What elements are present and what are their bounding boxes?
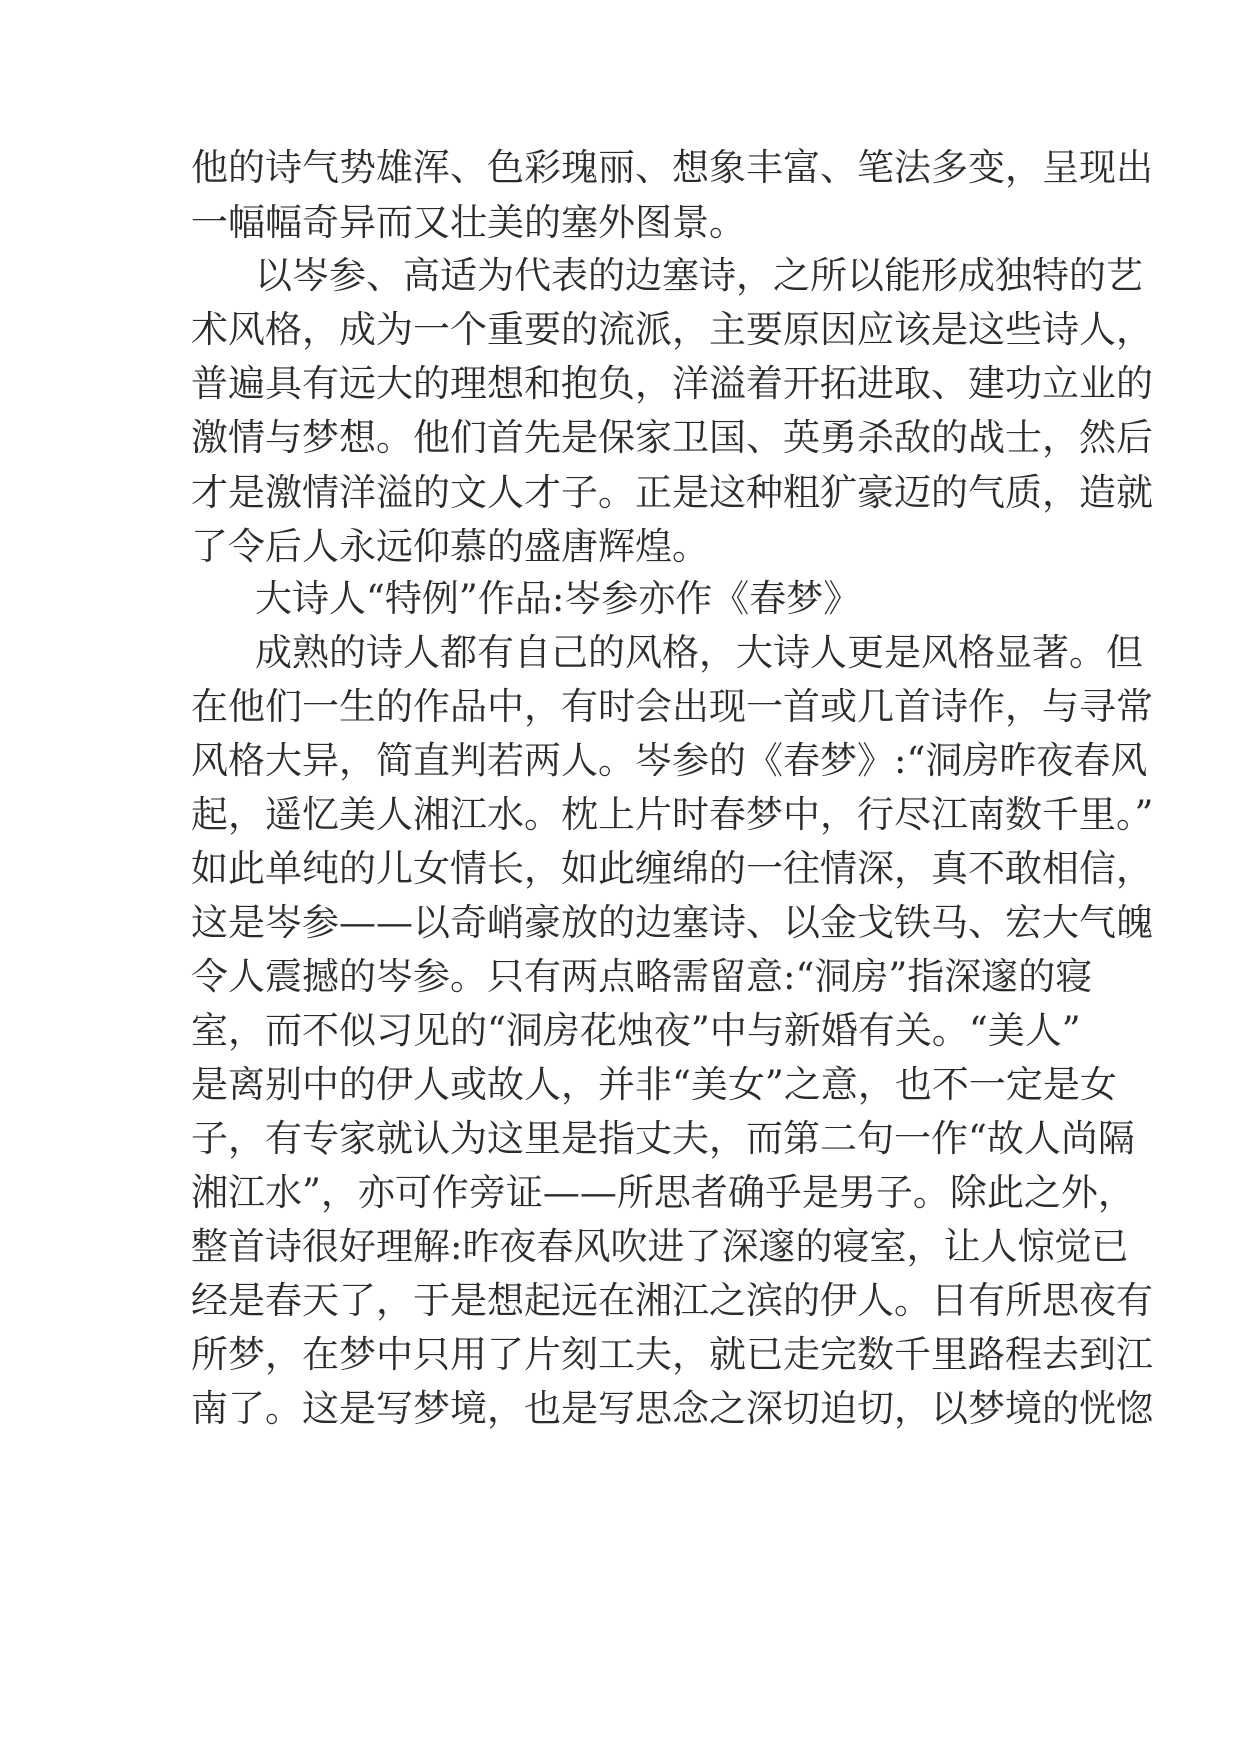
text-line: 风格大异，简直判若两人。岑参的《春梦》:“洞房昨夜春风 <box>191 739 1148 782</box>
text-line: 起，遥忆美人湘江水。枕上片时春梦中，行尽江南数千里。” <box>191 793 1154 836</box>
text-line: 如此单纯的儿女情长，如此缠绵的一往情深，真不敢相信， <box>191 847 1153 890</box>
text-line: 室，而不似习见的“洞房花烛夜”中与新婚有关。“美人” <box>191 1009 1081 1052</box>
text-line: 他的诗气势雄浑、色彩瑰丽、想象丰富、笔法多变，呈现出 <box>191 146 1153 189</box>
text-line: 南了。这是写梦境，也是写思念之深切迫切，以梦境的恍惚 <box>191 1387 1153 1430</box>
text-line: 普遍具有远大的理想和抱负，洋溢着开拓进取、建功立业的 <box>191 362 1153 405</box>
text-line: 术风格，成为一个重要的流派，主要原因应该是这些诗人， <box>191 308 1153 351</box>
text-line: 是离别中的伊人或故人，并非“美女”之意，也不一定是女 <box>191 1063 1117 1106</box>
text-line: 这是岑参——以奇峭豪放的边塞诗、以金戈铁马、宏大气魄 <box>191 901 1153 944</box>
text-line: 一幅幅奇异而又壮美的塞外图景。 <box>191 201 746 244</box>
text-line: 才是激情洋溢的文人才子。正是这种粗犷豪迈的气质，造就 <box>191 471 1153 514</box>
text-line: 经是春天了，于是想起远在湘江之滨的伊人。日有所思夜有 <box>191 1279 1153 1322</box>
text-line: 子，有专家就认为这里是指丈夫，而第二句一作“故人尚隔 <box>191 1117 1135 1160</box>
text-line: 了令后人永远仰慕的盛唐辉煌。 <box>191 525 709 568</box>
text-line: 在他们一生的作品中，有时会出现一首或几首诗作，与寻常 <box>191 685 1153 728</box>
text-line: 所梦，在梦中只用了片刻工夫，就已走完数千里路程去到江 <box>191 1333 1153 1376</box>
text-line: 令人震撼的岑参。只有两点略需留意:“洞房”指深邃的寝 <box>191 955 1093 998</box>
section-heading: 大诗人“特例”作品:岑参亦作《春梦》 <box>255 577 861 620</box>
text-line: 湘江水”，亦可作旁证——所思者确乎是男子。除此之外， <box>191 1171 1135 1214</box>
text-line: 激情与梦想。他们首先是保家卫国、英勇杀敌的战士，然后 <box>191 416 1153 459</box>
text-line: 整首诗很好理解:昨夜春风吹进了深邃的寝室，让人惊觉已 <box>191 1225 1129 1268</box>
text-line: 以岑参、高适为代表的边塞诗，之所以能形成独特的艺 <box>255 254 1143 297</box>
text-line: 成熟的诗人都有自己的风格，大诗人更是风格显著。但 <box>255 631 1143 674</box>
